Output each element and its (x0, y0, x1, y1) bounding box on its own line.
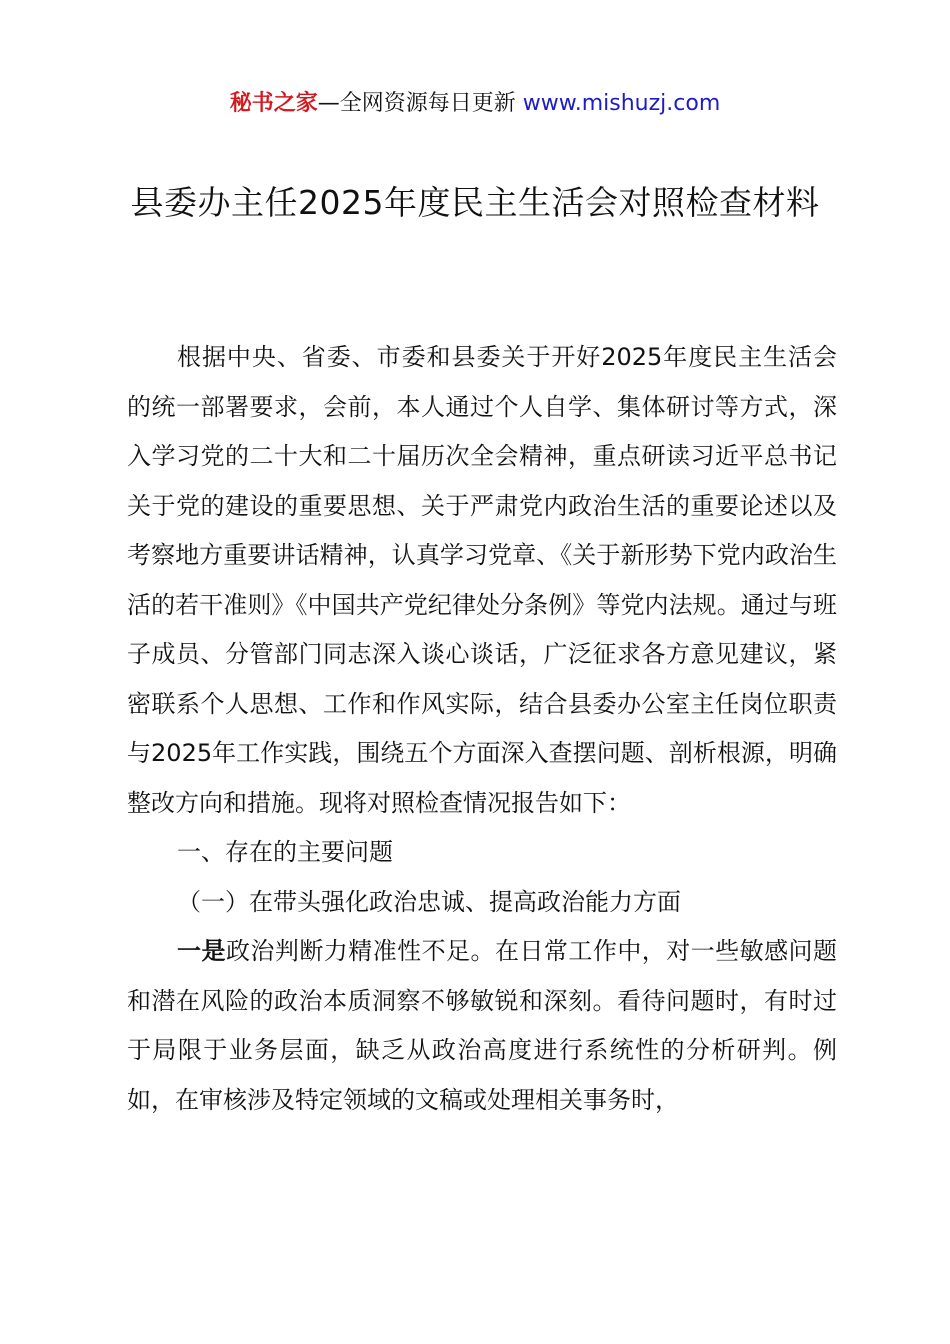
point-lead: 一是 (177, 937, 226, 965)
document-title: 县委办主任2025年度民主生活会对照检查材料 (130, 183, 820, 223)
intro-paragraph: 根据中央、省委、市委和县委关于开好2025年度民主生活会的统一部署要求，会前，本人通过个人自学、集体研讨等方式，深入学习党的二十大和二十届历次全会精神，重点研读习近平总书记关于党的建设的重要思想、关于严肃党内政治生活的重要论述以及考察地方重要讲话精神，认真学习党章、《关于新形势下党内政治生活的若干准则》《中国共产党纪律处分条例》等党内法规。通过与班子成员、分管部门同志深入谈心谈话，广泛征求各方意见建议，紧密联系个人思想、工作和作风实际，结合县委办公室主任岗位职责与2025年工作实践，围绕五个方面深入查摆问题、剖析根源，明确整改方向和措施。现将对照检查情况报告如下： (127, 343, 837, 817)
header-tagline: 全网资源每日更新 (339, 91, 516, 116)
site-url-link[interactable]: www.mishuzj.com (522, 91, 721, 116)
section-heading: 一、存在的主要问题 (177, 838, 393, 866)
brand-name: 秘书之家 (229, 91, 318, 116)
point-paragraph (127, 927, 837, 1125)
site-header (0, 88, 950, 120)
subsection-heading: （一）在带头强化政治忠诚、提高政治能力方面 (177, 887, 681, 916)
header-separator: — (317, 91, 340, 116)
point-text: 政治判断力精准性不足。在日常工作中，对一些敏感问题和潜在风险的政治本质洞察不够敏锐和深刻。看待问题时，有时过于局限于业务层面，缺乏从政治高度进行系统性的分析研判。例如，在审核涉及特定领域的文稿或处理相关事务时， (127, 937, 838, 1114)
document-body (127, 333, 837, 1125)
